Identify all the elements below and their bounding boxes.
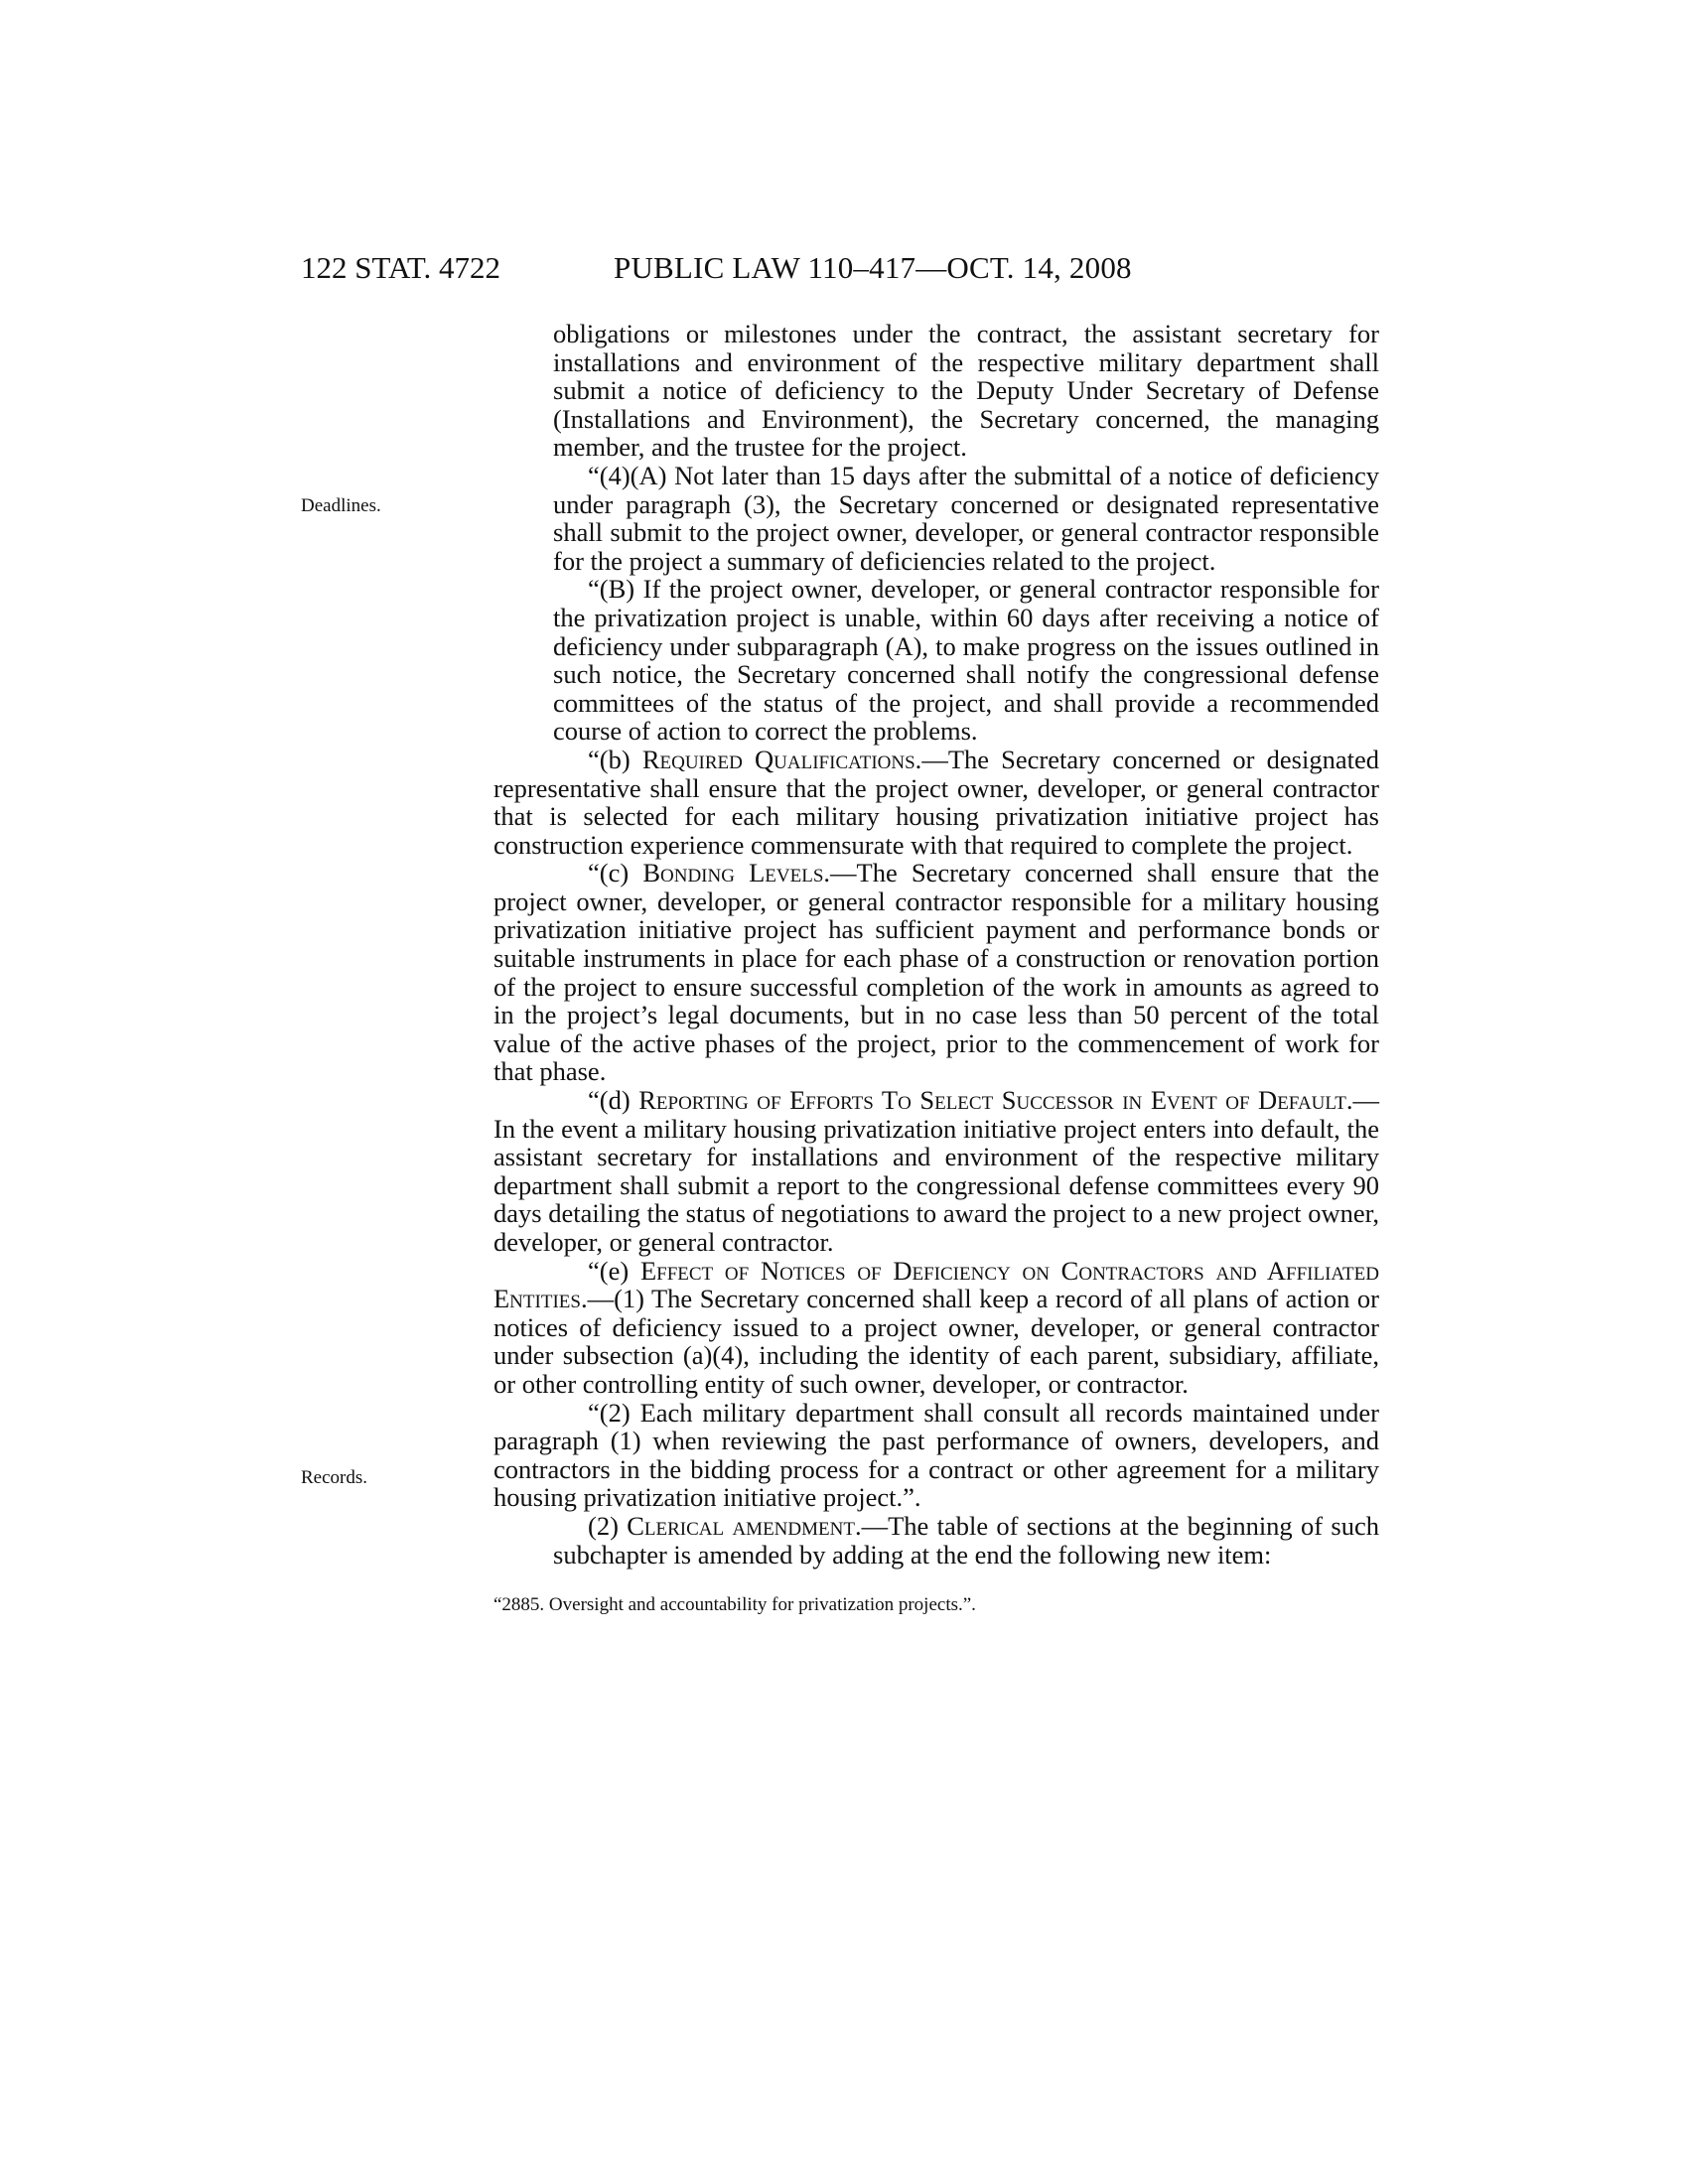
subsection-d — [493, 1086, 1379, 1257]
subsection-b-text: —The Secretary concerned or designated representative shall ensure that the project owner, developer, or general contractor that is selected for each military housing privatization initiative project has construction experience commensurate with that required to complete the project. — [493, 744, 1379, 860]
paragraph-4A: “(4)(A) Not later than 15 days after the submittal of a notice of deficiency under paragraph (3), the Secretary concerned or designated representative shall submit to the project owner, developer, or general contractor responsible for the project a summary of deficiencies related to the project. — [553, 460, 1379, 576]
statute-page-number: 122 STAT. 4722 — [301, 250, 501, 285]
subsection-c-lead: “(c) — [588, 858, 643, 888]
subsection-c — [493, 859, 1379, 1086]
margin-note-deadlines: Deadlines. — [301, 495, 381, 516]
subsection-d-text: —In the event a military housing privatization initiative project enters into default, the assistant secretary for installations and environment of the respective military department shall submit a report to the congressional defense committees every 90 days detailing the status of negotiations to award the project to a new project owner, developer, or general contractor. — [493, 1085, 1379, 1257]
paragraph-4B: “(B) If the project owner, developer, or general contractor responsible for the privatization project is unable, within 60 days after receiving a notice of deficiency under subparagraph (A), to make progress on the issues outlined in such notice, the Secretary concerned shall notify the congressional defense committees of the status of the project, and shall provide a recommended course of action to correct the problems. — [553, 574, 1379, 747]
subsection-e-heading: Effect of Notices of Deficiency on Contractors and Affiliated Entities. — [493, 1255, 1379, 1314]
margin-note-records: Records. — [301, 1467, 368, 1488]
clerical-amendment-text: —The table of sections at the beginning of such subchapter is amended by adding at the end the following new item: — [553, 1510, 1379, 1570]
subsection-b-heading: Required Qualifications. — [641, 744, 922, 774]
subsection-e-text: —(1) The Secretary concerned shall keep a record of all plans of action or notices of deficiency issued to a project owner, developer, or general contractor under subsection (a)(4), including the identity of each parent, subsidiary, affiliate, or other controlling entity of such owner, developer, or contractor. — [493, 1284, 1379, 1399]
clerical-amendment-lead: (2) — [588, 1510, 628, 1541]
subsection-d-heading: Reporting of Efforts To Select Successor in Event of Default. — [638, 1085, 1353, 1116]
subsection-c-text: —The Secretary concerned shall ensure that the project owner, developer, or general contractor responsible for a military housing privatization initiative project has sufficient payment and performance bonds or suitable instruments in place for each phase of a construction or renovation portion of the project to ensure successful completion of the work in amounts as agreed to in the project’s legal documents, but in no case less than 50 percent of the total value of the active phases of the project, prior to the commencement of work for that phase. — [493, 858, 1379, 1087]
clerical-amendment — [493, 1512, 1379, 1569]
subsection-d-lead: “(d) — [588, 1085, 639, 1116]
running-header: PUBLIC LAW 110–417—OCT. 14, 2008 — [614, 250, 1132, 285]
subsection-e-2: “(2) Each military department shall consult all records maintained under paragraph (1) when reviewing the past performance of owners, developers, and contractors in the bidding process for a contract or other agreement for a military housing privatization initiative project.”. — [493, 1397, 1379, 1513]
clerical-amendment-heading: Clerical amendment. — [627, 1510, 862, 1541]
document-body — [493, 320, 1379, 1616]
subsection-e-lead: “(e) — [588, 1255, 640, 1286]
table-of-sections-item: “2885. Oversight and accountability for privatization projects.”. — [493, 1594, 976, 1616]
subsection-b-lead: “(b) — [588, 744, 642, 774]
subsection-e — [493, 1257, 1379, 1399]
paragraph-continuation: obligations or milestones under the contract, the assistant secretary for installations and environment of the respective military department shall submit a notice of deficiency to the Deputy Under Secretary of Defense (Installations and Environment), the Secretary concerned, the managing member, and the trustee for the project. — [553, 319, 1379, 463]
subsection-b — [493, 746, 1379, 859]
subsection-c-heading: Bonding Levels. — [642, 858, 831, 888]
